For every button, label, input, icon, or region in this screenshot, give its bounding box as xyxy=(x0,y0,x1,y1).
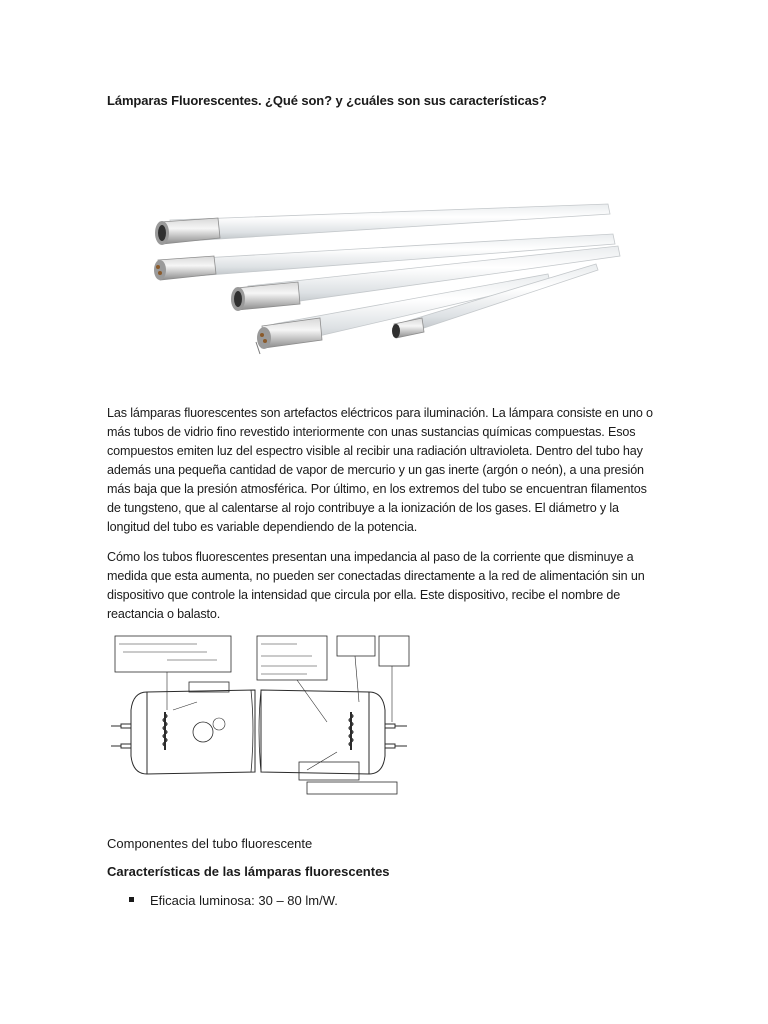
list-item xyxy=(129,893,338,908)
paragraph-intro: Las lámparas fluorescentes son artefactos eléctricos para iluminación. La lámpara consiste en uno o más tubos de vidrio fino revestido interiormente con unas sustancias químicas compuestas. Esos compuestos emiten luz del espectro visible al recibir una radiación ultravioleta. Dentro del tubo hay además una pequeña cantidad de vapor de mercurio y un gas inerte (argón o neón), a una presión más baja que la presión atmosférica. Por último, en los extremos del tubo se encuentran filamentos de tungsteno, que al calentarse al rojo contribuye a la ionización de los gases. El diámetro y la longitud del tubo es variable dependiendo de la potencia. xyxy=(107,406,653,534)
paragraph-ballast: Cómo los tubos fluorescentes presentan una impedancia al paso de la corriente que disminuye a medida que esta aumenta, no pueden ser conectadas directamente a la red de alimentación sin un dispositivo que controle la intensidad que circula por ella. Este dispositivo, recibe el nombre de reactancia o balasto. xyxy=(107,550,645,621)
diagram-caption: Componentes del tubo fluorescente xyxy=(107,836,313,851)
fluorescent-tubes-photo xyxy=(148,190,628,362)
list-item-text: Eficacia luminosa: 30 – 80 lm/W. xyxy=(150,893,338,908)
document-title: Lámparas Fluorescentes. ¿Qué son? y ¿cuáles son sus características? xyxy=(107,93,547,108)
bullet-icon xyxy=(129,897,134,902)
tube-components-diagram xyxy=(107,632,413,804)
section-heading: Características de las lámparas fluorescentes xyxy=(107,864,390,879)
